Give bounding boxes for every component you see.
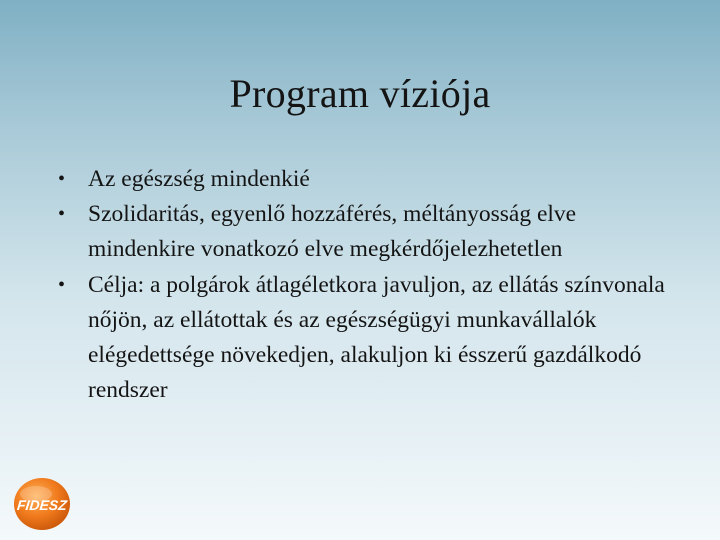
bullet-dot: • — [58, 273, 66, 296]
bullet-item — [58, 197, 668, 267]
bullet-dot: • — [58, 203, 66, 226]
logo-text: FIDESZ — [16, 497, 68, 513]
bullet-text: Célja: a polgárok átlagéletkora javuljon, az ellátás színvonala nőjön, az ellátottak és az egészségügyi munkavállalók elégedettsége növekedjen, alakuljon ki ésszerű gazdálkodó rendszer — [88, 271, 665, 404]
bullet-item — [58, 162, 668, 197]
bullet-dot: • — [58, 168, 66, 190]
bullet-item — [58, 268, 668, 409]
bullet-text: Az egészség mindenkié — [88, 166, 310, 192]
fidesz-logo — [12, 476, 72, 532]
bullet-list — [58, 162, 668, 408]
bullet-text: Szolidaritás, egyenlő hozzáférés, méltányosság elve mindenkire vonatkozó elve megkérdőjelezhetetlen — [88, 201, 577, 263]
slide-title: Program víziója — [229, 71, 491, 116]
